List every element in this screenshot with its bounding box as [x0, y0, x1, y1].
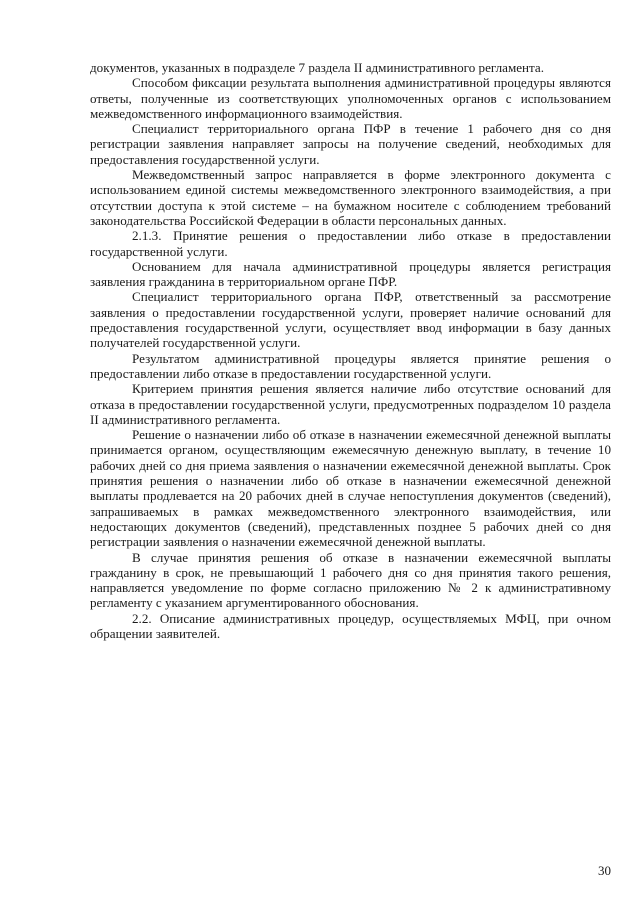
paragraph-decision-criterion: Критерием принятия решения является наличие либо отсутствие оснований для отказа в предоставлении государственной услуги, предусмотренных подразделом 10 раздела II административного регламента.	[90, 381, 611, 427]
paragraph-specialist-review: Специалист территориального органа ПФР, ответственный за рассмотрение заявления о предоставлении государственной услуги, проверяет наличие оснований для предоставления государственной услуги, осуществляет ввод информации в базу данных получателей государственной услуги.	[90, 289, 611, 351]
paragraph-interagency-request: Межведомственный запрос направляется в форме электронного документа с использованием единой системы межведомственного электронного взаимодействия, а при отсутствии доступа к этой системе – на бумажном носителе с соблюдением требований законодательства Российской Федерации в области персональных данных.	[90, 167, 611, 228]
section-heading-2-1-3: 2.1.3. Принятие решения о предоставлении либо отказе в предоставлении государственной услуги.	[90, 228, 611, 259]
paragraph-procedure-basis: Основанием для начала административной процедуры является регистрация заявления гражданина в территориальном органе ПФР.	[90, 258, 611, 290]
paragraph-decision-terms: Решение о назначении либо об отказе в назначении ежемесячной денежной выплаты принимается органом, осуществляющим ежемесячную денежную выплату, в течение 10 рабочих дней со дня приема заявления о назначении ежемесячной денежной выплаты. Срок принятия решения о назначении либо об отказе в назначении ежемесячной денежной выплаты продлевается на 20 рабочих дней в случае непоступления документов (сведений), запрашиваемых в рамках межведомственного электронного взаимодействия, или недостающих документов (сведений), представленных позднее 5 рабочих дней со дня регистрации заявления о назначении ежемесячной денежной выплаты.	[90, 427, 611, 550]
page-number: 30	[598, 863, 611, 878]
paragraph-refusal-notice: В случае принятия решения об отказе в назначении ежемесячной выплаты гражданину в срок, не превышающий 1 рабочего дня со дня принятия такого решения, направляется уведомление по форме согласно приложению № 2 к административному регламенту с указанием аргументированного обоснования.	[90, 549, 611, 611]
paragraph-fixation-method: Способом фиксации результата выполнения административной процедуры являются ответы, полученные из соответствующих уполномоченных органов с использованием межведомственного информационного взаимодействия.	[90, 75, 611, 121]
paragraph-procedure-result: Результатом административной процедуры является принятие решения о предоставлении либо отказе в предоставлении государственной услуги.	[90, 350, 611, 381]
section-heading-2-2: 2.2. Описание административных процедур, осуществляемых МФЦ, при очном обращении заявителей.	[90, 610, 611, 641]
paragraph-continuation: документов, указанных в подразделе 7 раздела II административного регламента.	[90, 60, 545, 75]
paragraph-specialist-requests: Специалист территориального органа ПФР в течение 1 рабочего дня со дня регистрации заявления направляет запросы на получение сведений, необходимых для предоставления государственной услуги.	[90, 121, 611, 167]
document-body	[90, 60, 611, 641]
